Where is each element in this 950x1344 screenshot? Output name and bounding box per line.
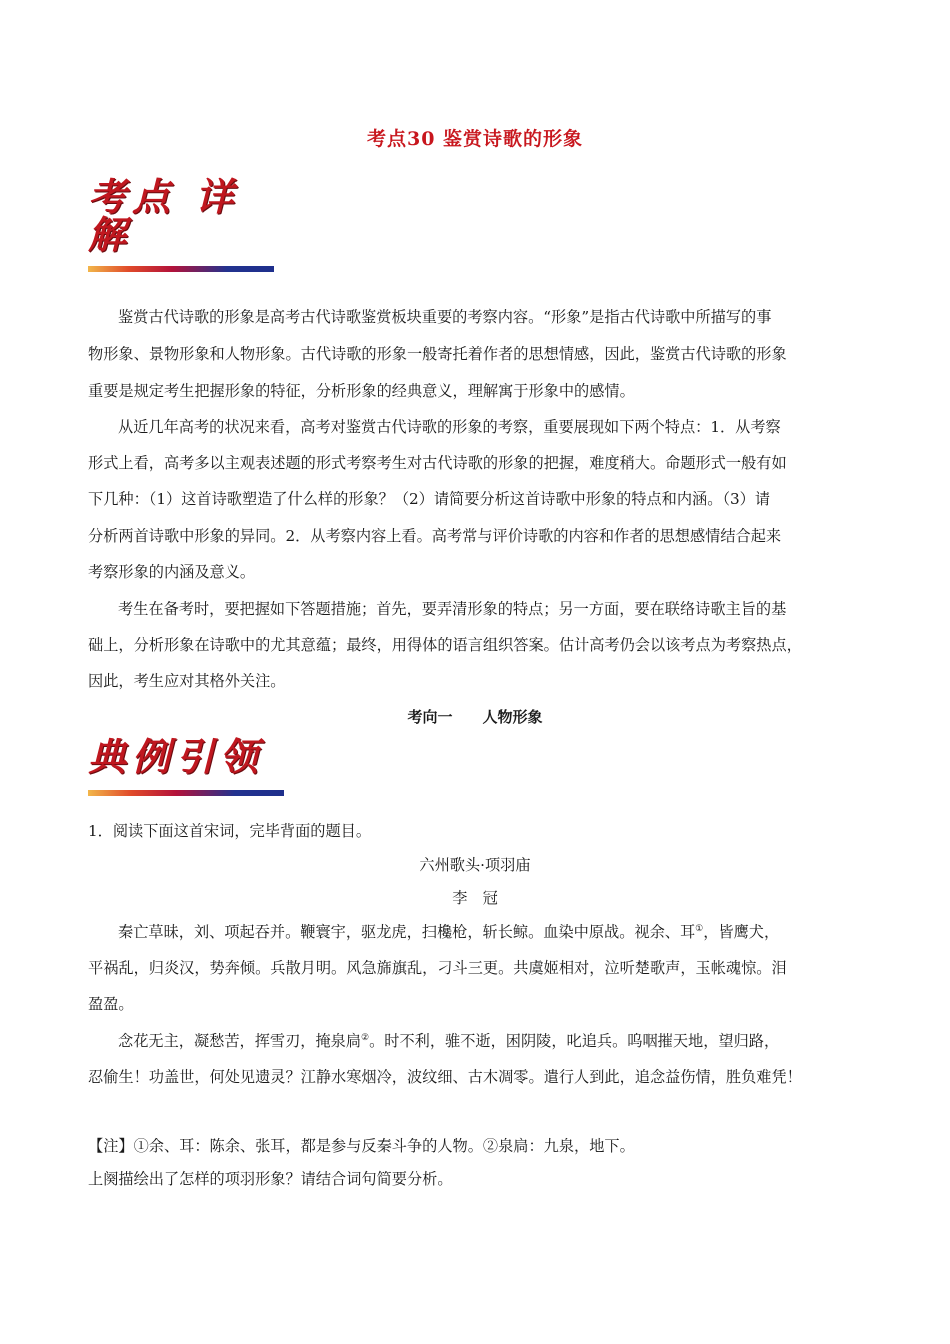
- poem-line: [118, 921, 779, 942]
- intro-line: 物形象、景物形象和人物形象。古代诗歌的形象一般寄托着作者的思想情感，因此，鉴赏古代诗歌的形象: [88, 345, 787, 363]
- poem-text: 盈盈。: [88, 995, 134, 1013]
- intro-line: 础上，分析形象在诗歌中的尤其意蕴；最终，用得体的语言组织答案。估计高考仍会以该考点为考察热点，: [88, 636, 802, 654]
- poem-line: [88, 993, 134, 1014]
- poem-text: 忍偷生！功盖世，何处见遗灵？江静水寒烟冷，波纹细、古木凋零。遣行人到此，追念益伤情，胜负难凭！: [88, 1068, 802, 1086]
- poem-text: 。时不利，骓不逝，困阴陵，叱追兵。呜咽摧天地，望归路，: [369, 1032, 780, 1050]
- question-intro: 1．阅读下面这首宋词，完毕背面的题目。: [88, 822, 372, 840]
- poem-author: 李 冠: [452, 889, 498, 907]
- intro-line: 分析两首诗歌中形象的异同。2．从考察内容上看。高考常与评价诗歌的内容和作者的思想感情结合起来: [88, 527, 782, 545]
- intro-line: 重要是规定考生把握形象的特征，分析形象的经典意义，理解寓于形象中的感情。: [88, 382, 635, 400]
- question-text: 上阕描绘出了怎样的项羽形象？请结合词句简要分析。: [88, 1170, 453, 1188]
- footnote: 【注】①余、耳：陈余、张耳，都是参与反秦斗争的人物。②泉扃：九泉，地下。: [88, 1137, 635, 1155]
- intro-line: 考察形象的内涵及意义。: [88, 563, 256, 581]
- intro-line: 考生在备考时，要把握如下答题措施；首先，要弄清形象的特点；另一方面，要在联络诗歌主旨的基: [118, 600, 787, 618]
- intro-line: 鉴赏古代诗歌的形象是高考古代诗歌鉴赏板块重要的考察内容。“形象”是指古代诗歌中所描写的事: [118, 308, 772, 326]
- poem-text: 念花无主，凝愁苦，挥雪刃，掩泉扃: [118, 1032, 361, 1050]
- footnote-marker: ②: [361, 1032, 370, 1043]
- poem-text: ，皆鹰犬，: [703, 923, 780, 941]
- section-banner-examples: [88, 734, 284, 796]
- poem-text: 平祸乱，归炎汉，势奔倾。兵散月明。风急旆旗乱，刁斗三更。共虞姬相对，泣听楚歌声，玉帐魂惊。泪: [88, 959, 787, 977]
- intro-line: 形式上看，高考多以主观表述题的形式考察考生对古代诗歌的形象的把握，难度稍大。命题形式一般有如: [88, 454, 787, 472]
- banner-examples-bar: [88, 790, 284, 796]
- intro-line: 因此，考生应对其格外关注。: [88, 672, 286, 690]
- page-title: 考点30 鉴赏诗歌的形象: [366, 128, 584, 150]
- poem-line: [88, 957, 787, 978]
- footnote-marker: ①: [695, 923, 704, 934]
- intro-line: 从近几年高考的状况来看，高考对鉴赏古代诗歌的形象的考察，重要展现如下两个特点：1．从考察: [118, 418, 781, 436]
- poem-title: 六州歌头·项羽庙: [419, 856, 531, 874]
- banner-examples-text: 典例引领: [88, 734, 265, 779]
- section-banner-detail: [88, 174, 274, 272]
- intro-line: 下几种：（1）这首诗歌塑造了什么样的形象？（2）请简要分析这首诗歌中形象的特点和内涵。（3）请: [88, 490, 771, 508]
- poem-line: [118, 1030, 779, 1051]
- banner-detail-text: 考点 详解: [88, 174, 240, 257]
- poem-line: [88, 1066, 802, 1087]
- banner-detail-bar: [88, 266, 274, 272]
- poem-text: 秦亡草昧，刘、项起吞并。鞭寰宇，驱龙虎，扫欃枪，斩长鲸。血染中原战。视余、耳: [118, 923, 696, 941]
- section-heading: 考向一 人物形象: [407, 708, 543, 726]
